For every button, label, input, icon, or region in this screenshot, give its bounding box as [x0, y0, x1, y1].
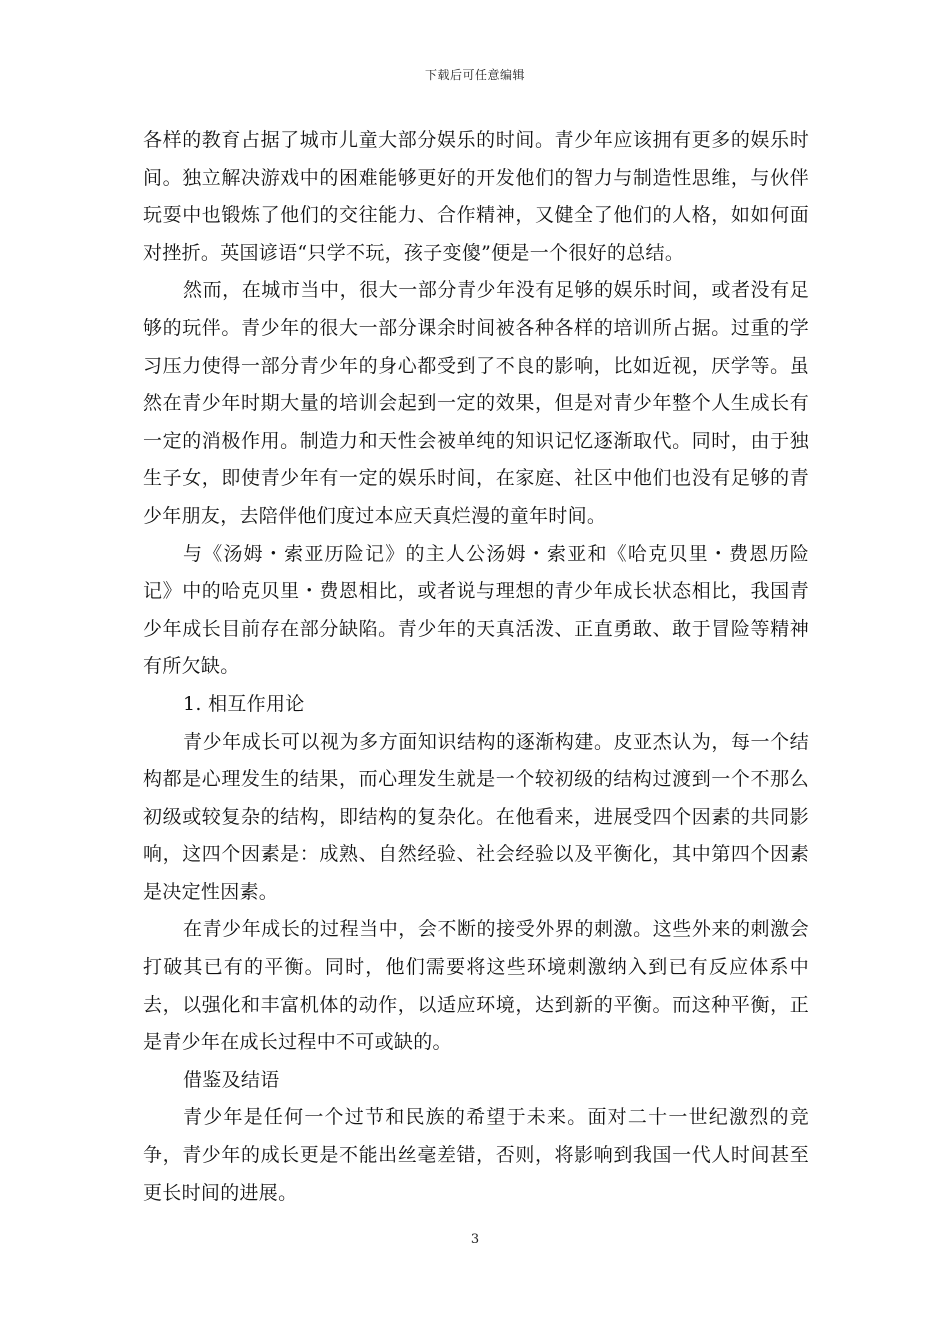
paragraph: 在青少年成长的过程当中，会不断的接受外界的刺激。这些外来的刺激会打破其已有的平衡。同时，他们需要将这些环境刺激纳入到已有反应体系中去，以强化和丰富机体的动作，以适应环境，达到新的平衡。而这种平衡，正是青少年在成长过程中不可或缺的。 — [143, 918, 809, 1054]
paragraph: 与《汤姆・索亚历险记》的主人公汤姆・索亚和《哈克贝里・费恩历险记》中的哈克贝里・费恩相比，或者说与理想的青少年成长状态相比，我国青少年成长目前存在部分缺陷。青少年的天真活泼、正直勇敢、敢于冒险等精神有所欠缺。 — [143, 542, 809, 678]
section-heading-interaction-theory: 1. 相互作用论 — [183, 692, 305, 715]
paragraph: 青少年成长可以视为多方面知识结构的逐渐构建。皮亚杰认为，每一个结构都是心理发生的结果，而心理发生就是一个较初级的结构过渡到一个不那么初级或较复杂的结构，即结构的复杂化。在他看来，进展受四个因素的共同影响，这四个因素是：成熟、自然经验、社会经验以及平衡化，其中第四个因素是决定性因素。 — [143, 730, 809, 903]
document-body — [143, 122, 809, 1212]
page-header: 下载后可任意编辑 — [424, 68, 525, 82]
paragraph-continued: 各样的教育占据了城市儿童大部分娱乐的时间。青少年应该拥有更多的娱乐时间。独立解决游戏中的困难能够更好的开发他们的智力与制造性思维，与伙伴玩耍中也锻炼了他们的交往能力、合作精神，又健全了他们的人格，如如何面对挫折。英国谚语“只学不玩，孩子变傻”便是一个很好的总结。 — [143, 129, 809, 264]
paragraph: 然而，在城市当中，很大一部分青少年没有足够的娱乐时间，或者没有足够的玩伴。青少年的很大一部分课余时间被各种各样的培训所占据。过重的学习压力使得一部分青少年的身心都受到了不良的影响，比如近视，厌学等。虽然在青少年时期大量的培训会起到一定的效果，但是对青少年整个人生成长有一定的消极作用。制造力和天性会被单纯的知识记忆逐渐取代。同时，由于独生子女，即使青少年有一定的娱乐时间，在家庭、社区中他们也没有足够的青少年朋友，去陪伴他们度过本应天真烂漫的童年时间。 — [143, 279, 809, 527]
paragraph: 青少年是任何一个过节和民族的希望于未来。面对二十一世纪激烈的竞争，青少年的成长更是不能出丝毫差错，否则，将影响到我国一代人时间甚至更长时间的进展。 — [143, 1106, 809, 1204]
page-number: 3 — [470, 1232, 480, 1247]
section-heading-conclusion: 借鉴及结语 — [183, 1068, 280, 1091]
